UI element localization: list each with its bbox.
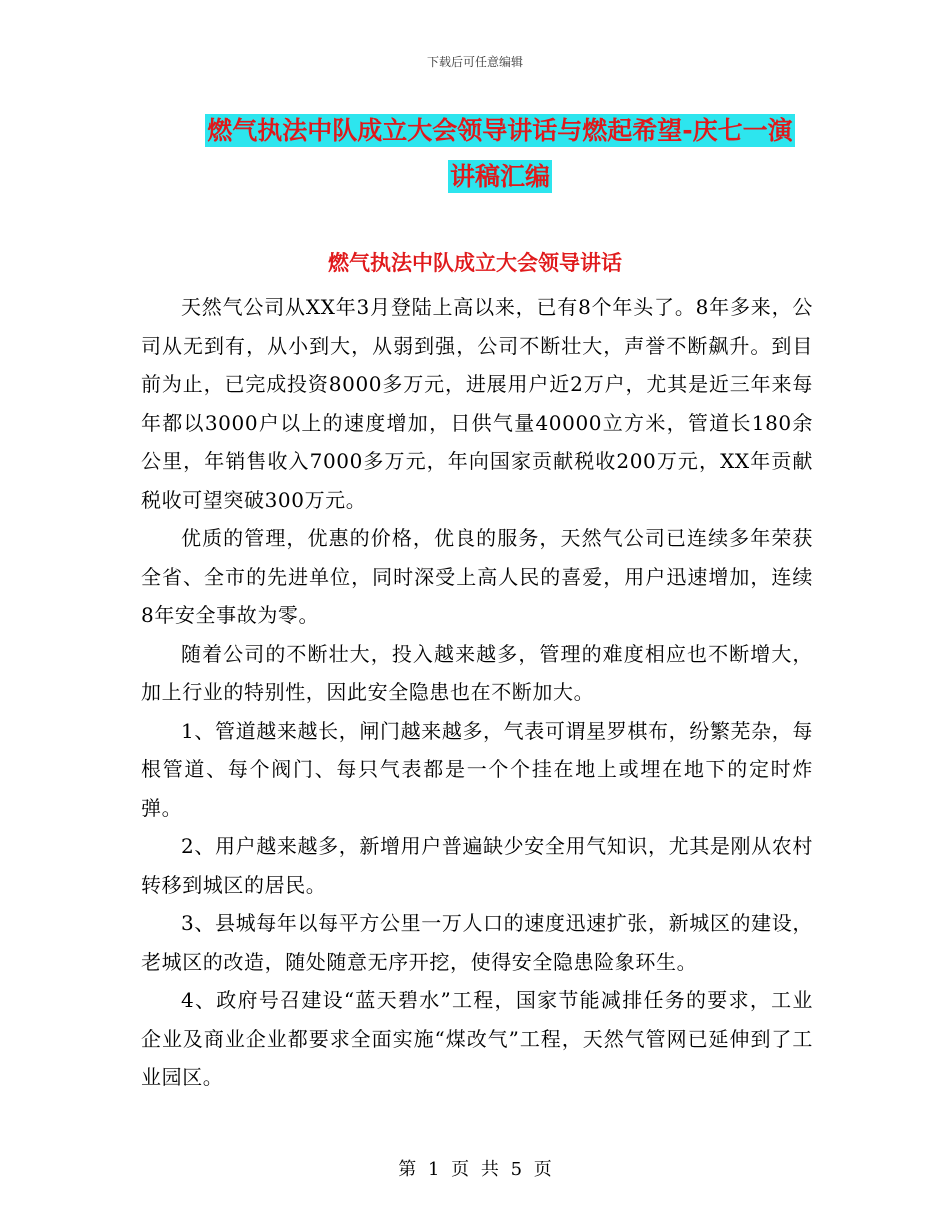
document-title-line-2: 讲稿汇编	[449, 162, 550, 191]
document-title-line-1: 燃气执法中队成立大会领导讲话与燃起希望-庆七一演	[207, 116, 793, 145]
section-title: 燃气执法中队成立大会领导讲话	[328, 251, 622, 275]
paragraph: 1、管道越来越长，闸门越来越多，气表可谓星罗棋布，纷繁芜杂，每根管道、每个阀门、每只气表都是一个个挂在地上或埋在地下的定时炸弹。	[141, 718, 813, 820]
paragraph: 优质的管理，优惠的价格，优良的服务，天然气公司已连续多年荣获全省、全市的先进单位，同时深受上高人民的喜爱，用户迅速增加，连续8年安全事故为零。	[141, 526, 813, 627]
paragraph: 4、政府号召建设“蓝天碧水”工程，国家节能减排任务的要求，工业企业及商业企业都要求全面实施“煤改气”工程，天然气管网已延伸到了工业园区。	[141, 988, 813, 1089]
paragraph: 2、用户越来越多，新增用户普遍缺少安全用气知识，尤其是刚从农村转移到城区的居民。	[141, 834, 813, 897]
page-footer: 第 1 页 共 5 页	[398, 1159, 552, 1180]
paragraph: 随着公司的不断壮大，投入越来越多，管理的难度相应也不断增大，加上行业的特别性，因此安全隐患也在不断加大。	[141, 641, 813, 704]
body-text	[141, 288, 813, 1097]
paragraph: 天然气公司从XX年3月登陆上高以来，已有8个年头了。8年多来，公司从无到有，从小到大，从弱到强，公司不断壮大，声誉不断飙升。到目前为止，已完成投资8000多万元，进展用户近2万户，尤其是近三年来每年都以3000户以上的速度增加，日供气量40000立方米，管道长180余公里，年销售收入7000多万元，年向国家贡献税收200万元，XX年贡献税收可望突破300万元。	[141, 295, 813, 512]
document-title	[140, 108, 860, 200]
header-note: 下载后可任意编辑	[426, 55, 523, 69]
paragraph: 3、县城每年以每平方公里一万人口的速度迅速扩张，新城区的建设，老城区的改造，随处随意无序开挖，使得安全隐患险象环生。	[141, 911, 813, 974]
